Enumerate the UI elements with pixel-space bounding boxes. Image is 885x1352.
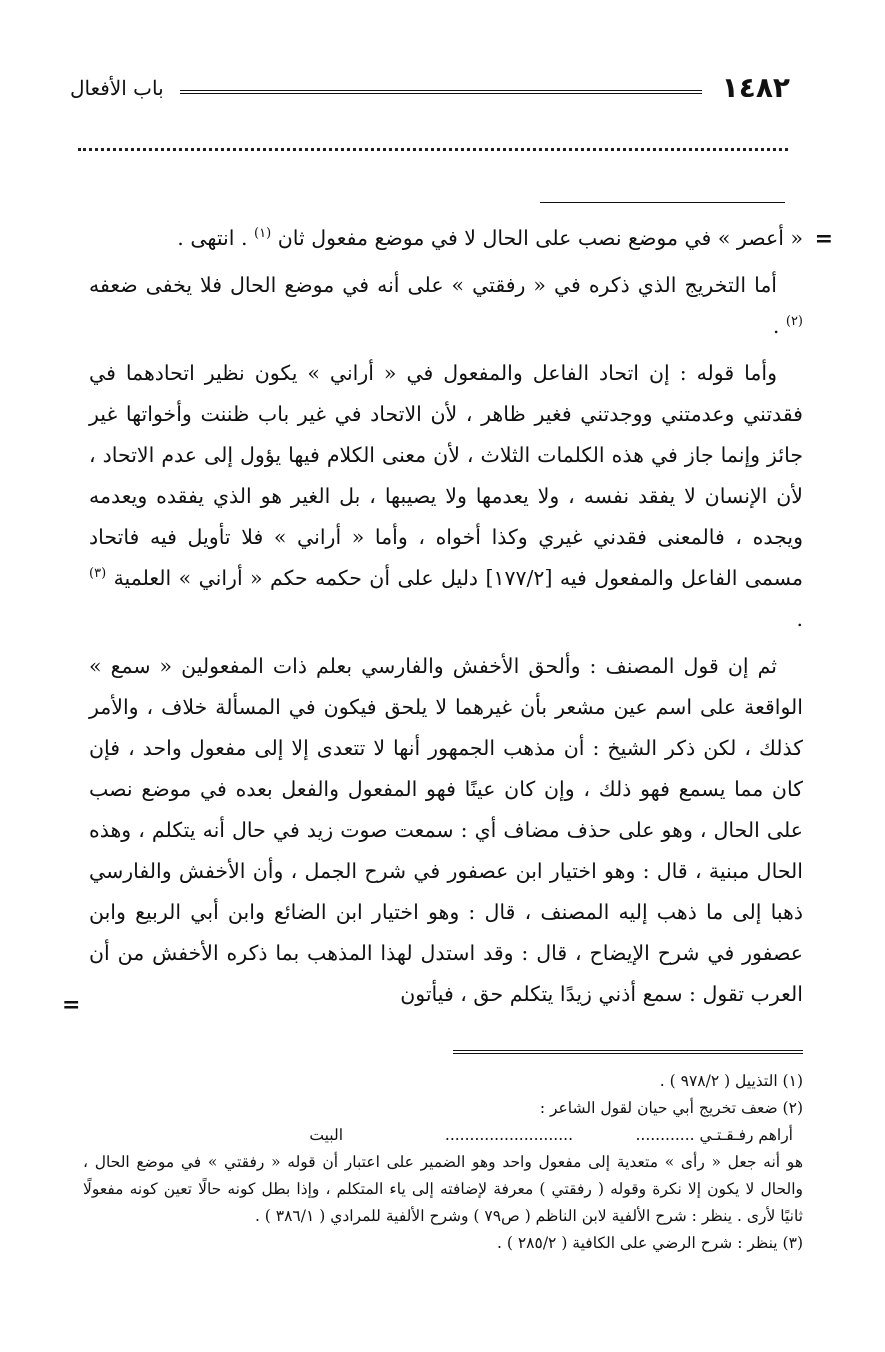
footnote-1: (١) التذييل ( ٩٧٨/٢ ) .	[659, 1072, 803, 1090]
paragraph-text: وأما قوله : إن اتحاد الفاعل والمفعول في « أراني » يكون نظير اتحادهما في فقدتني وعدمتني ووجدتني فغير ظاهر ، لأن الاتحاد في غير باب ظننت وأخواتها غير جائز وإنما جاز في هذه الكلمات الثلاث ، لأن معنى الكلام فيها يؤول إلى عدم الاتحاد ، لأن الإنسان لا يفقد نفسه ، ولا يعدمها ولا يصيبها ، بل الغير هو الذي يفقده ويعدمه ويجده ، فالمعنى فقدني غيري وكذا أخواه ، وأما « أراني » فلا تأويل فيه فاتحاد مسمى الفاعل والمفعول فيه [١٧٧/٢] دليل على أن حكمه حكم « أراني » العلمية	[89, 361, 804, 590]
footnote-2-intro: (٢) ضعف تخريج أبي حيان لقول الشاعر :	[539, 1099, 803, 1117]
header-rule	[180, 90, 702, 94]
footnote-3: (٣) ينظر : شرح الرضي على الكافية ( ٢٨٥/٢ ) .	[497, 1234, 803, 1252]
page-header	[70, 70, 790, 110]
footnote-ref: (١)	[254, 226, 272, 242]
footnote-2-body: هو أنه جعل « رأى » متعدية إلى مفعول واحد وهو الضمير على اعتبار أن قوله « رفقتي » في موضع الحال ، والحال لا يكون إلا نكرة وقوله ( رفقتي ) معرفة لإضافته إلى ياء المتكلم ، وإذا بطل كونه حالًا تعين كونه مفعولًا ثانيًا لأرى . ينظر : شرح الألفية لابن الناظم ( ص٧٩ ) وشرح الألفية للمرادي ( ٣٨٦/١ ) .	[83, 1153, 803, 1225]
verse-label: البيت	[309, 1126, 343, 1144]
paragraph	[89, 265, 803, 347]
paragraph-text: ثم إن قول المصنف : وألحق الأخفش والفارسي بعلم ذات المفعولين « سمع » الواقعة على اسم عين مشعر بأن غيرهما لا يلحق فيكون في المسألة خلاف ، والأمر كذلك ، لكن ذكر الشيخ : أن مذهب الجمهور أنها لا تتعدى إلا إلى مفعول واحد ، فإن كان مما يسمع فهو ذلك ، وإن كان عينًا فهو المفعول والفعل بعده في موضع نصب على الحال ، وهو على حذف مضاف أي : سمعت صوت زيد في حال أنه يتكلم ، وهذه الحال مبنية ، قال : وهو اختيار ابن عصفور في شرح الجمل ، وأن الأخفش والفارسي ذهبا إلى ما ذهب إليه المصنف ، قال : وهو اختيار ابن الضائع وابن أبي الربيع وابن عصفور في شرح الإيضاح ، قال : وقد استدل لهذا المذهب بما ذكره الأخفش من أن العرب تقول : سمع أذني زيدًا يتكلم حق ، فيأتون	[89, 654, 803, 1006]
paragraph-text: .	[796, 607, 803, 631]
footnotes	[83, 1068, 803, 1257]
paragraph-text: « أعصر » في موضع نصب على الحال لا في موضع مفعول ثان	[277, 226, 803, 250]
footnote-ref: (٣)	[89, 566, 107, 582]
paragraph-text: أما التخريج الذي ذكره في « رفقتي » على أنه في موضع الحال فلا يخفى ضعفه	[89, 273, 777, 297]
footnote-rule	[453, 1050, 803, 1054]
paragraph	[89, 353, 803, 640]
footnote-ref: (٢)	[785, 314, 803, 330]
paragraph	[89, 218, 803, 259]
continuation-mark-end: =	[62, 992, 81, 1018]
page-number: ١٤٨٢	[721, 71, 790, 104]
verse-first-hemistich: أراهم رفـقـتـي ............	[635, 1126, 793, 1144]
paragraph-text: .	[772, 314, 786, 338]
verse-line	[83, 1122, 803, 1149]
dotted-separator	[78, 148, 788, 151]
continuation-mark-start: =	[814, 226, 833, 252]
chapter-title: باب الأفعال	[70, 76, 164, 100]
paragraph	[89, 646, 803, 1015]
continuation-rule	[540, 202, 785, 203]
verse-second-hemistich: ..........................	[444, 1126, 573, 1144]
main-text	[89, 218, 803, 1021]
paragraph-text: . انتهى .	[177, 226, 255, 250]
